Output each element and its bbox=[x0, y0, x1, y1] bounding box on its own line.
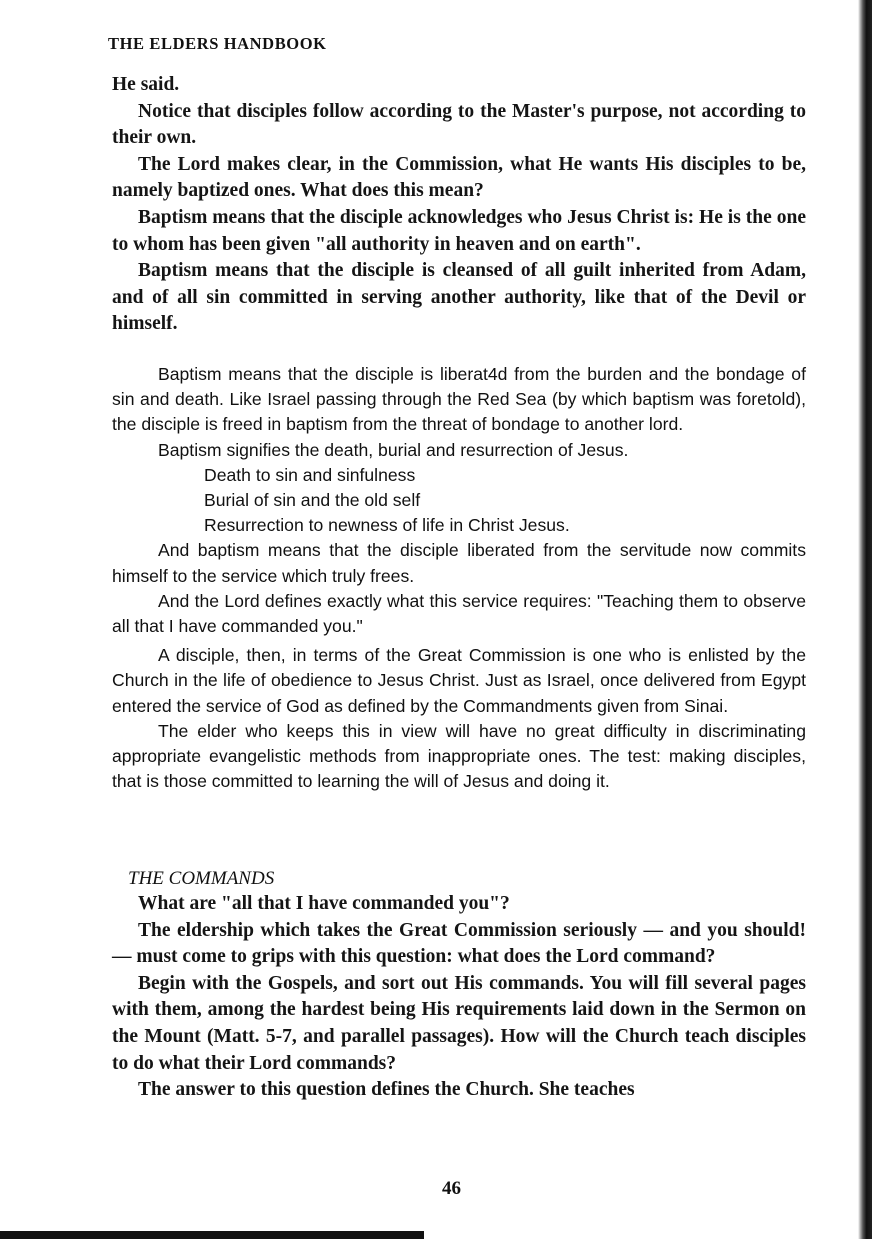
paragraph: He said. bbox=[112, 74, 180, 95]
list-item: Resurrection to newness of life in Christ Jesus. bbox=[204, 515, 570, 536]
scan-edge-bottom bbox=[0, 1231, 424, 1239]
paragraph: What are "all that I have commanded you"? bbox=[138, 893, 510, 914]
list-item: Death to sin and sinfulness bbox=[204, 464, 416, 485]
page-number: 46 bbox=[442, 1178, 461, 1199]
list-item: Burial of sin and the old self bbox=[204, 490, 421, 511]
scan-edge-right bbox=[858, 0, 872, 1239]
sans-block bbox=[112, 362, 806, 794]
paragraph: The elder who keeps this in view will have no great difficulty in discriminating appropriate evangelistic methods from inappropriate ones. The test: making disciples, that is those committed to learning the will of Jesus and doing it. bbox=[112, 720, 806, 792]
paragraph: The Lord makes clear, in the Commission, what He wants His disciples to be, namely baptized ones. What does this mean? bbox=[112, 153, 806, 202]
paragraph: Baptism signifies the death, burial and resurrection of Jesus. bbox=[158, 439, 629, 460]
serif-block-1 bbox=[112, 72, 806, 338]
serif-block-2 bbox=[112, 866, 806, 1104]
section-heading: THE COMMANDS bbox=[128, 868, 275, 889]
paragraph: And the Lord defines exactly what this service requires: "Teaching them to observe all that I have commanded you." bbox=[112, 590, 806, 637]
paragraph: The answer to this question defines the Church. She teaches bbox=[138, 1079, 635, 1101]
paragraph: Baptism means that the disciple acknowledges who Jesus Christ is: He is the one to whom has been given "all authority in heaven and on earth". bbox=[112, 206, 806, 255]
running-head: THE ELDERS HANDBOOK bbox=[108, 34, 327, 53]
paragraph: Baptism means that the disciple is liberat4d from the burden and the bondage of sin and death. Like Israel passing through the Red Sea (by which baptism was foretold), the disciple is freed in baptism from the threat of bondage to another lord. bbox=[112, 364, 806, 435]
paragraph: Notice that disciples follow according to the Master's purpose, not according to their own. bbox=[112, 100, 806, 149]
paragraph: The eldership which takes the Great Commission seriously — and you should! — must come to grips with this question: what does the Lord command? bbox=[112, 919, 806, 968]
paragraph: Begin with the Gospels, and sort out His commands. You will fill several pages with them, among the hardest being His requirements laid down in the Sermon on the Mount (Matt. 5-7, and parallel passages). How will the Church teach disciples to do what their Lord commands? bbox=[112, 972, 806, 1074]
paragraph: A disciple, then, in terms of the Great Commission is one who is enlisted by the Church in the life of obedience to Jesus Christ. Just as Israel, once delivered from Egypt entered the service of God as defined by the Commandments given from Sinai. bbox=[112, 645, 806, 716]
paragraph: Baptism means that the disciple is cleansed of all guilt inherited from Adam, and of all sin committed in serving another authority, like that of the Devil or himself. bbox=[112, 260, 806, 335]
paragraph: And baptism means that the disciple liberated from the servitude now commits himself to the service which truly frees. bbox=[112, 540, 806, 586]
